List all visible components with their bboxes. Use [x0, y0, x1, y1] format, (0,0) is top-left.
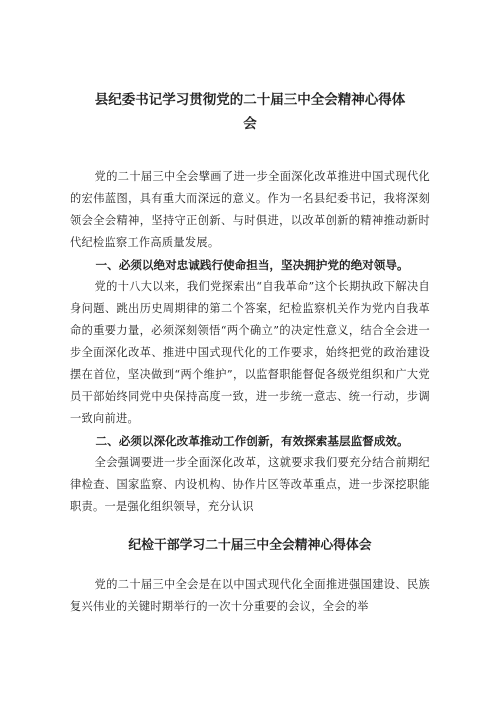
second-article-title: 纪检干部学习二十届三中全会精神心得体会 — [128, 538, 372, 553]
paragraph-2: 全会强调要进一步全面深化改革，这就要求我们要充分结合前期纪律检查、国家监察、内设机构、协作片区等改革重点，进一步深挖职能职责。一是强化组织领导，充分认识 — [70, 456, 430, 513]
document-title-line2: 会 — [243, 116, 257, 132]
section-heading-1: 一、必须以绝对忠诚践行使命担当，坚决拥护党的绝对领导。 — [95, 258, 409, 272]
paragraph-1: 党的十八大以来，我们党探索出“自我革命”这个长期执政下解决自身问题、跳出历史周期律的第二个答案，纪检监察机关作为党内自我革命的重要力量，必须深刻领悟“两个确立”的决定性意义，结合全会进一步全面深化改革、推进中国式现代化的工作要求，始终把党的政治建设摆在首位，坚决做到“两个维护”，以监督职能督促各级党组织和广大党员干部始终同党中央保持高度一致，进一步统一意志、统一行动，步调一致向前进。 — [70, 280, 430, 425]
document-title-line1: 县纪委书记学习贯彻党的二十届三中全会精神心得体 — [94, 92, 406, 108]
paragraph-3: 党的二十届三中全会是在以中国式现代化全面推进强国建设、民族复兴伟业的关键时期举行的一次十分重要的会议，全会的举 — [70, 578, 430, 613]
intro-paragraph: 党的二十届三中全会擘画了进一步全面深化改革推进中国式现代化的宏伟蓝图，具有重大而深远的意义。作为一名县纪委书记，我将深刻领会全会精神，坚持守正创新、与时俱进，以改革创新的精神推动新时代纪检监察工作高质量发展。 — [70, 170, 430, 249]
section-heading-2: 二、必须以深化改革推动工作创新，有效探索基层监督成效。 — [95, 434, 409, 448]
